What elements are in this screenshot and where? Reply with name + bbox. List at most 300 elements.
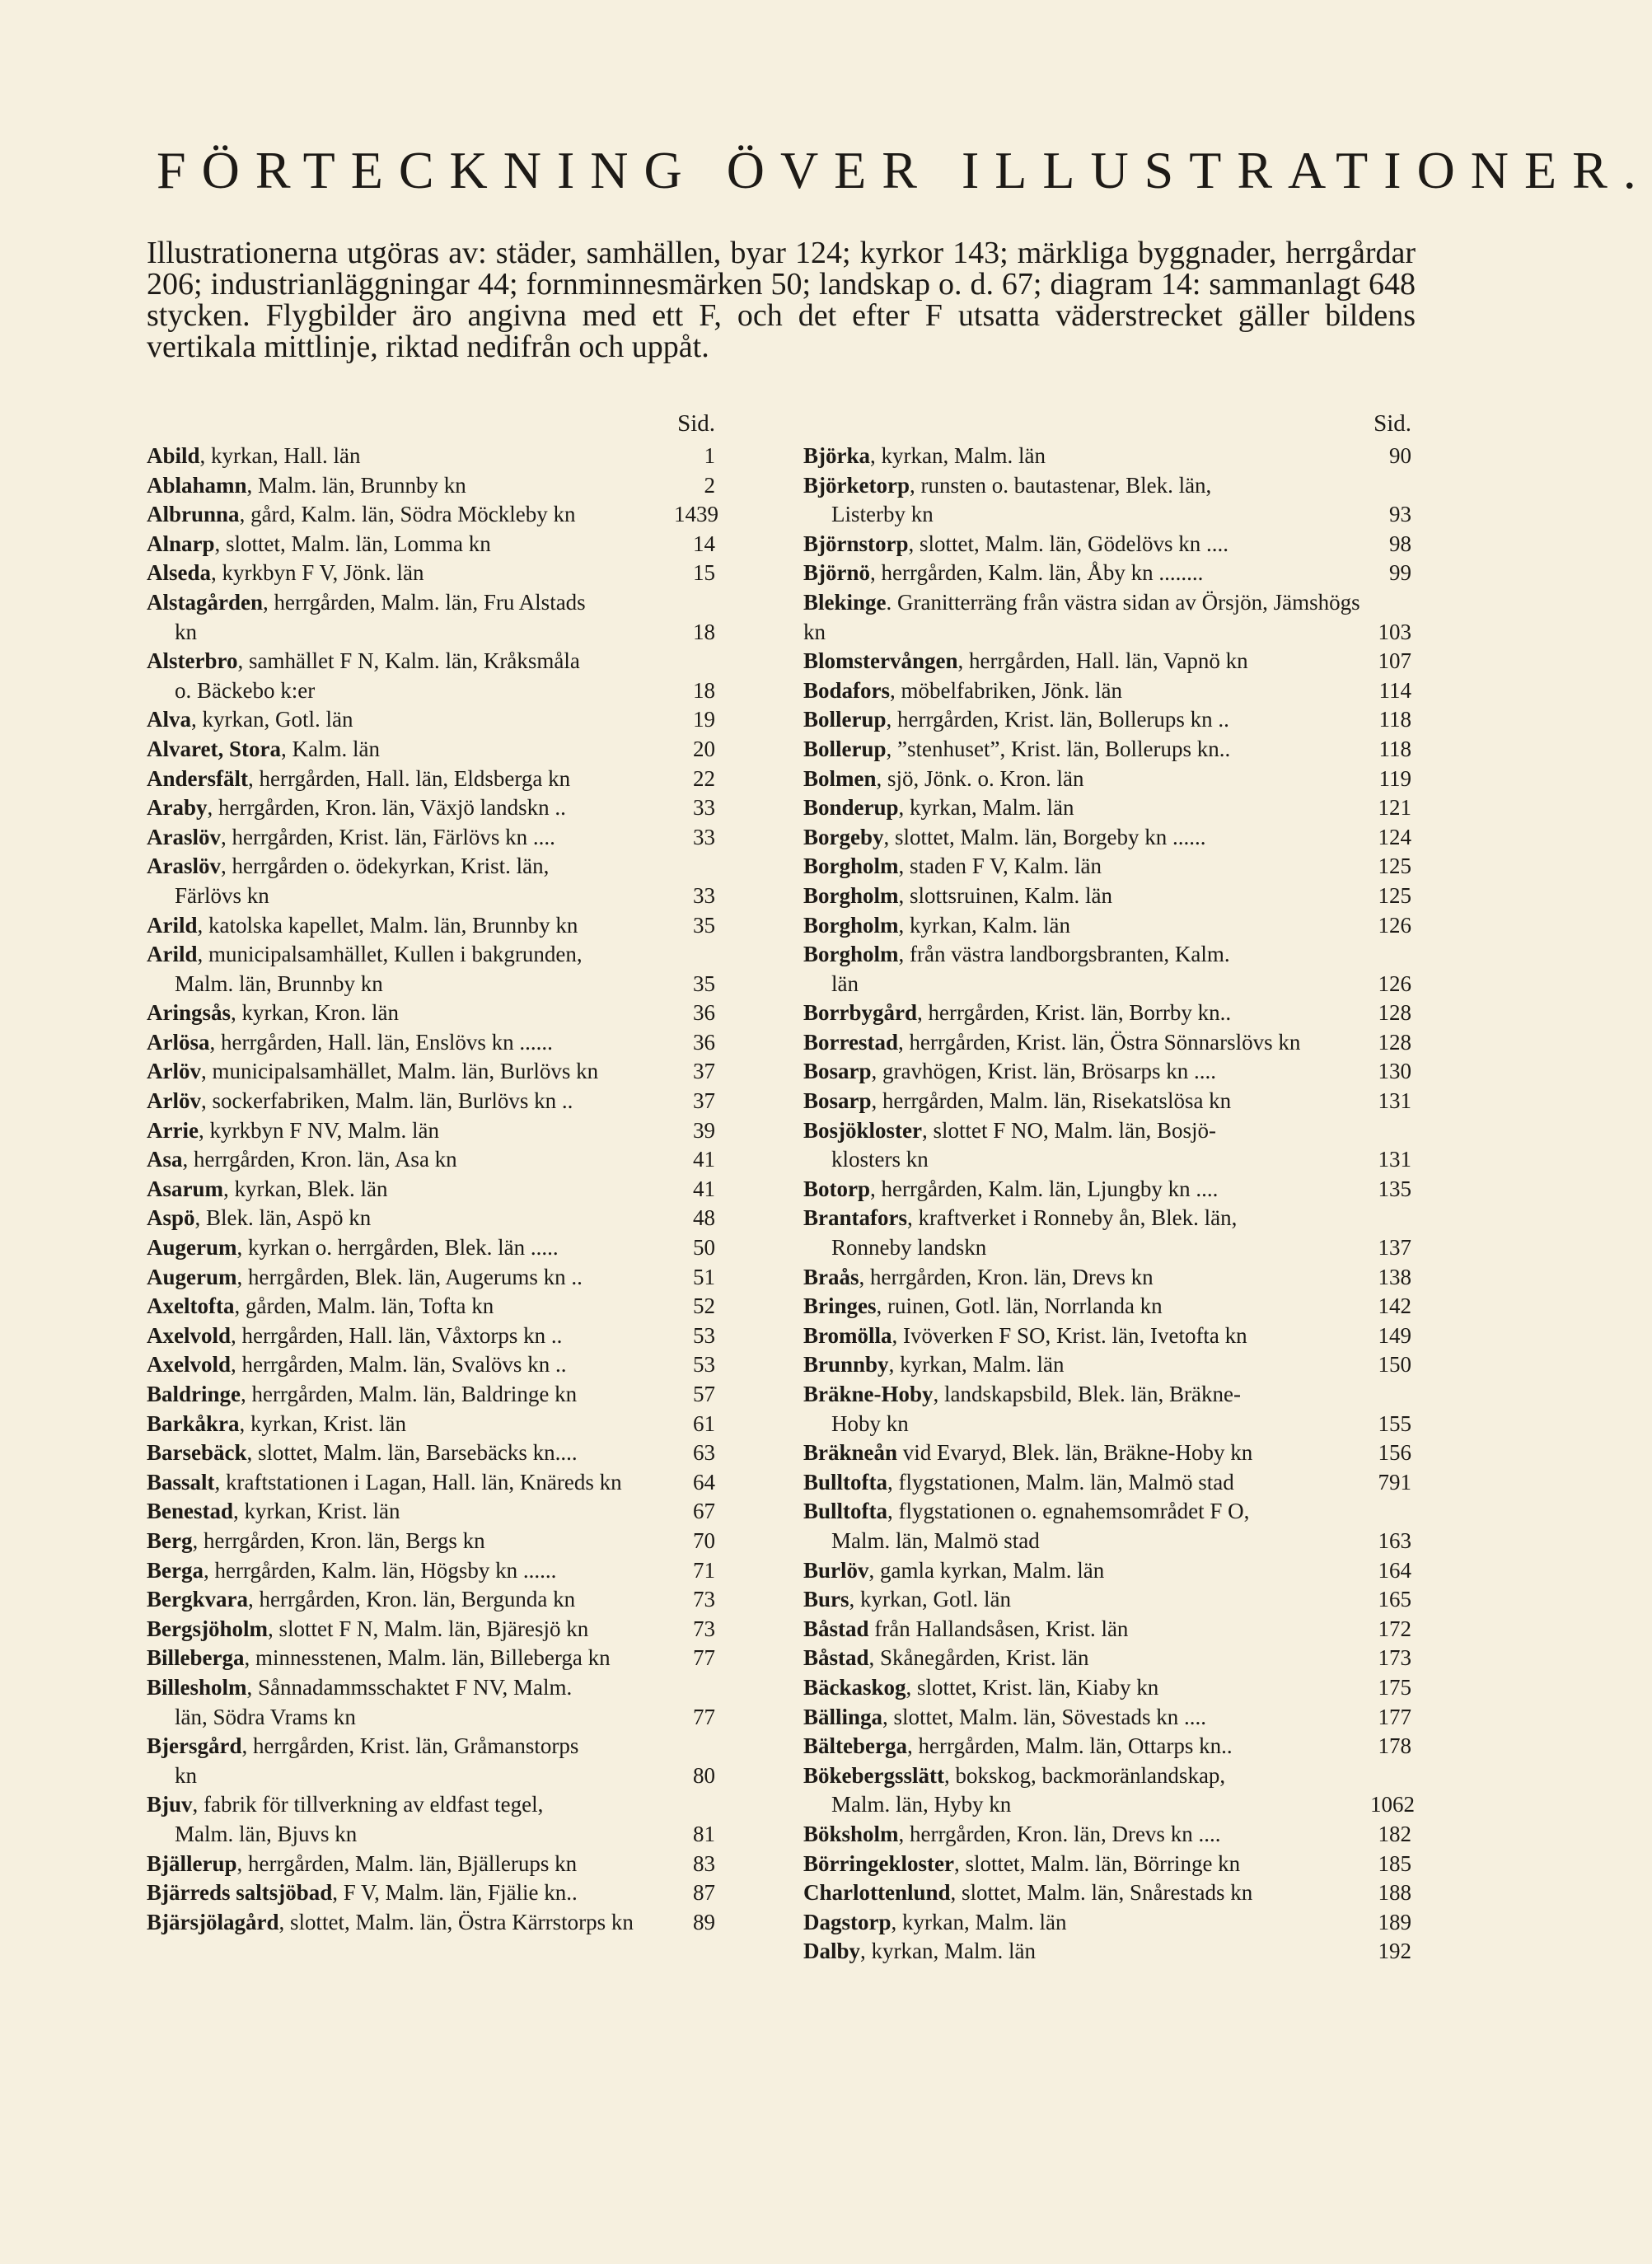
entry-description: , kraftstationen i Lagan, Hall. län, Knäreds kn — [214, 1469, 622, 1495]
entry-page-number: 2 — [704, 472, 715, 498]
entry-description: , ruinen, Gotl. län, Norrlanda kn — [876, 1293, 1163, 1319]
entry-description: . Granitterräng från västra sidan av Örsjön, Jämshögs kn — [803, 589, 1360, 644]
entry-name: Borgholm — [803, 882, 899, 908]
entry-text — [803, 765, 1370, 794]
entry-description: , slottet, Malm. län, Borgeby kn ...... — [883, 824, 1206, 849]
entry-description: , kyrkan, Krist. län — [233, 1499, 400, 1524]
index-entry — [803, 647, 1411, 676]
entry-description: , kyrkan, Krist. län — [239, 1410, 406, 1436]
entry-name: Barkåkra — [147, 1410, 240, 1436]
entry-continuation: kn — [175, 1762, 197, 1788]
entry-page-number: 192 — [1378, 1939, 1411, 1964]
entry-description: , herrgården, Krist. län, Bollerups kn .. — [886, 707, 1229, 732]
entry-text — [803, 823, 1370, 853]
entry-text — [147, 793, 674, 823]
entry-description: , ”stenhuset”, Krist. län, Bollerups kn.. — [886, 736, 1231, 761]
entry-text — [147, 1615, 674, 1644]
entry-description: , slottet, Malm. län, Snårestads kn — [950, 1880, 1253, 1906]
entry-text — [803, 1878, 1370, 1908]
entry-name: Bjällerup — [147, 1850, 237, 1876]
entry-page-number: 164 — [1378, 1557, 1411, 1583]
entry-page-number: 73 — [693, 1587, 715, 1612]
entry-page-number: 156 — [1378, 1440, 1411, 1466]
entry-continuation: län — [831, 971, 859, 996]
index-entry — [803, 1937, 1411, 1967]
entry-page-number: 1439 — [674, 502, 718, 527]
index-entry — [803, 1438, 1411, 1468]
entry-description: , möbelfabriken, Jönk. län — [890, 677, 1122, 703]
index-entry — [147, 852, 715, 910]
entry-name: Abild — [147, 443, 200, 468]
entry-description: , herrgården, Kron. län, Växjö landskn .. — [207, 795, 566, 821]
entry-page-number: 81 — [693, 1821, 715, 1846]
entry-description: , Ivöverken F SO, Krist. län, Ivetofta kn — [892, 1322, 1247, 1348]
index-entry — [147, 1615, 715, 1644]
entry-description: , kyrkan, Malm. län — [898, 795, 1074, 821]
entry-name: Bonderup — [803, 795, 899, 821]
entry-continuation: klosters kn — [831, 1147, 929, 1172]
entry-page-number: 36 — [693, 1029, 715, 1055]
index-entry — [147, 911, 715, 941]
entry-description: , herrgården, Kron. län, Drevs kn — [859, 1264, 1154, 1289]
index-entry — [147, 442, 715, 471]
entry-description: , kraftverket i Ronneby ån, Blek. län, — [906, 1205, 1238, 1231]
entry-description: , runsten o. bautastenar, Blek. län, — [909, 472, 1212, 498]
entry-page-number: 114 — [1378, 677, 1411, 703]
entry-page-number: 18 — [693, 677, 715, 703]
entry-name: Benestad — [147, 1499, 234, 1524]
index-entry — [803, 852, 1411, 882]
entry-page-number: 185 — [1378, 1850, 1411, 1876]
entry-name: Bringes — [803, 1293, 877, 1319]
entry-page-number: 118 — [1378, 707, 1411, 732]
entry-page-number: 63 — [693, 1440, 715, 1466]
entry-page-number: 131 — [1378, 1147, 1411, 1172]
entry-description: , kyrkan, Gotl. län — [191, 707, 353, 732]
index-entry — [803, 676, 1411, 706]
entry-name: Berga — [147, 1557, 204, 1583]
entry-page-number: 188 — [1378, 1880, 1411, 1906]
entry-name: Bosarp — [803, 1088, 872, 1114]
entry-name: Bosjökloster — [803, 1117, 922, 1143]
index-entry — [803, 1615, 1411, 1644]
index-entry — [803, 1028, 1411, 1058]
entry-page-number: 93 — [1389, 502, 1411, 527]
entry-text — [147, 442, 674, 471]
entry-name: Arlösa — [147, 1029, 210, 1055]
entry-text — [147, 823, 674, 853]
entry-continuation: Malm. län, Malmö stad — [831, 1527, 1040, 1553]
entry-text — [803, 442, 1370, 471]
index-entry — [147, 1145, 715, 1175]
entry-text — [803, 1820, 1370, 1850]
entry-description: , Malm. län, Brunnby kn — [246, 472, 466, 498]
entry-description: , slottet, Krist. län, Kiaby kn — [906, 1674, 1159, 1700]
entry-name: Båstad — [803, 1645, 869, 1671]
entry-page-number: 41 — [693, 1176, 715, 1201]
entry-name: Albrunna — [147, 502, 240, 527]
entry-page-number: 103 — [1378, 619, 1411, 644]
index-entry — [147, 1468, 715, 1498]
entry-description: , flygstationen, Malm. län, Malmö stad — [887, 1469, 1234, 1495]
entry-text — [147, 999, 674, 1028]
index-entry — [147, 1410, 715, 1439]
entry-name: Borgeby — [803, 824, 884, 849]
entry-name: Bällinga — [803, 1704, 883, 1729]
entry-name: Brunnby — [803, 1352, 889, 1378]
entry-name: Axelvold — [147, 1352, 232, 1378]
entry-page-number: 53 — [693, 1322, 715, 1348]
entry-name: Bräkne-Hoby — [803, 1382, 934, 1406]
entry-text — [803, 1468, 1370, 1498]
entry-page-number: 35 — [693, 912, 715, 938]
entry-page-number: 1062 — [1370, 1792, 1415, 1817]
entry-continuation: kn — [175, 619, 197, 644]
entry-text — [803, 1350, 1370, 1380]
entry-text — [803, 1761, 1370, 1820]
entry-page-number: 130 — [1378, 1059, 1411, 1084]
index-entry — [803, 882, 1411, 911]
entry-text — [147, 1673, 674, 1732]
entry-description: , kyrkan, Malm. län — [891, 1909, 1067, 1934]
index-entry — [147, 1057, 715, 1087]
entry-text — [147, 1644, 674, 1673]
entry-continuation: Malm. län, Bjuvs kn — [175, 1821, 358, 1846]
entry-description: , slottet, Malm. län, Barsebäcks kn.... — [246, 1440, 578, 1466]
entry-page-number: 163 — [1378, 1527, 1411, 1553]
entry-text — [803, 1644, 1370, 1673]
entry-name: Böksholm — [803, 1821, 899, 1846]
entry-text — [147, 471, 674, 501]
entry-name: Björnstorp — [803, 531, 909, 556]
entry-page-number: 14 — [693, 531, 715, 556]
entry-text — [803, 793, 1370, 823]
entry-description: , Blek. län, Aspö kn — [194, 1205, 372, 1231]
entry-name: Borgholm — [803, 854, 899, 879]
entry-name: Charlottenlund — [803, 1880, 951, 1906]
entry-name: Borrestad — [803, 1029, 898, 1055]
entry-text — [147, 1790, 674, 1849]
entry-text — [803, 1732, 1370, 1761]
entry-description: , herrgården, Kalm. län, Åby kn ........ — [870, 560, 1204, 586]
entry-text — [803, 705, 1370, 735]
entry-text — [147, 1878, 674, 1908]
entry-text — [147, 1087, 674, 1116]
entry-text — [147, 852, 674, 910]
index-entry — [147, 1732, 715, 1790]
entry-page-number: 57 — [693, 1382, 715, 1406]
entry-text — [803, 471, 1370, 530]
entry-text — [803, 735, 1370, 765]
entry-page-number: 64 — [693, 1469, 715, 1495]
entry-description: , municipalsamhället, Kullen i bakgrunden, — [197, 942, 583, 967]
entry-page-number: 37 — [693, 1088, 715, 1114]
entry-text — [147, 1908, 674, 1938]
entry-text — [147, 1468, 674, 1498]
index-entry — [147, 705, 715, 735]
index-entry — [803, 1878, 1411, 1908]
entry-name: Bälteberga — [803, 1733, 907, 1759]
page-column-header: Sid. — [677, 410, 715, 437]
entry-page-number: 155 — [1378, 1410, 1411, 1436]
entry-page-number: 80 — [693, 1762, 715, 1788]
index-entry — [147, 1644, 715, 1673]
index-entry — [803, 1673, 1411, 1703]
entry-name: Båstad — [803, 1616, 869, 1641]
entry-text — [147, 647, 674, 705]
entry-description: , minnesstenen, Malm. län, Billeberga kn — [244, 1645, 611, 1671]
entry-page-number: 791 — [1378, 1469, 1411, 1495]
entry-name: Asarum — [147, 1176, 223, 1201]
index-entry — [803, 1820, 1411, 1850]
entry-page-number: 18 — [693, 619, 715, 644]
entry-name: Bökebergsslätt — [803, 1762, 944, 1788]
entry-page-number: 48 — [693, 1205, 715, 1231]
index-entry — [803, 1204, 1411, 1262]
index-column-left — [147, 405, 718, 1937]
entry-name: Arlöv — [147, 1088, 201, 1114]
entry-text — [147, 1850, 674, 1879]
entry-text — [803, 1673, 1370, 1703]
entry-name: Björketorp — [803, 472, 910, 498]
entry-page-number: 98 — [1389, 531, 1411, 556]
entry-page-number: 124 — [1378, 824, 1411, 849]
index-entry — [147, 793, 715, 823]
entry-text — [147, 1175, 674, 1205]
entry-name: Alseda — [147, 560, 212, 586]
index-entry — [147, 647, 715, 705]
entry-page-number: 99 — [1389, 560, 1411, 586]
entry-continuation: Malm. län, Hyby kn — [831, 1792, 1012, 1817]
entry-description: , herrgården, Krist. län, Gråmanstorps — [241, 1733, 579, 1759]
entry-description: , kyrkan, Malm. län — [870, 443, 1046, 468]
entry-name: Arild — [147, 942, 198, 967]
entry-continuation: Ronneby landskn — [831, 1235, 987, 1261]
entry-text — [803, 1380, 1370, 1438]
entry-name: Arild — [147, 912, 198, 938]
entry-description: , katolska kapellet, Malm. län, Brunnby kn — [197, 912, 578, 938]
entry-description: , bokskog, backmoränlandskap, — [944, 1762, 1226, 1788]
entry-name: Andersfält — [147, 765, 248, 791]
index-entry — [147, 1380, 715, 1410]
entry-page-number: 165 — [1378, 1587, 1411, 1612]
entry-description: , slottet, Malm. län, Lomma kn — [214, 531, 491, 556]
entry-name: Braås — [803, 1264, 859, 1289]
entry-text — [147, 1204, 674, 1233]
entry-description: , herrgården, Hall. län, Eldsberga kn — [248, 765, 571, 791]
entry-text — [803, 1057, 1370, 1087]
entry-page-number: 131 — [1378, 1088, 1411, 1114]
index-entry — [803, 559, 1411, 588]
entry-name: Araslöv — [147, 824, 221, 849]
entry-name: Bjärreds saltsjöbad — [147, 1880, 333, 1906]
entry-page-number: 61 — [693, 1410, 715, 1436]
entry-page-number: 142 — [1378, 1293, 1411, 1319]
index-entry — [147, 1908, 715, 1938]
entry-text — [803, 530, 1370, 559]
entry-page-number: 37 — [693, 1059, 715, 1084]
index-entry — [147, 1556, 715, 1586]
index-entry — [803, 1556, 1411, 1586]
index-entry — [147, 1175, 715, 1205]
entry-name: Borgholm — [803, 942, 899, 967]
index-entry — [803, 705, 1411, 735]
entry-page-number: 33 — [693, 824, 715, 849]
index-entry — [803, 1350, 1411, 1380]
index-entry — [147, 1116, 715, 1146]
entry-description: , municipalsamhället, Malm. län, Burlövs kn — [200, 1059, 599, 1084]
entry-name: Alva — [147, 707, 191, 732]
entry-text — [147, 1263, 674, 1293]
entry-page-number: 83 — [693, 1850, 715, 1876]
entry-description: , landskapsbild, Blek. län, Bräkne- — [933, 1382, 1241, 1406]
index-entry — [803, 1850, 1411, 1879]
entry-text — [803, 1937, 1370, 1967]
index-entry — [803, 1468, 1411, 1498]
entry-text — [803, 911, 1370, 941]
entry-page-number: 67 — [693, 1499, 715, 1524]
entry-name: Billesholm — [147, 1674, 247, 1700]
entry-continuation: Färlövs kn — [175, 882, 269, 908]
index-entry — [803, 1703, 1411, 1733]
entry-text — [147, 1732, 674, 1790]
entry-text — [147, 1292, 674, 1321]
entry-name: Bergsjöholm — [147, 1616, 268, 1641]
entry-description: , slottet, Malm. län, Börringe kn — [953, 1850, 1241, 1876]
entry-description: , kyrkan, Malm. län — [888, 1352, 1065, 1378]
index-entry — [147, 999, 715, 1028]
entry-page-number: 19 — [693, 707, 715, 732]
entry-page-number: 33 — [693, 882, 715, 908]
entry-page-number: 77 — [693, 1704, 715, 1729]
entry-text — [803, 1175, 1370, 1205]
entry-page-number: 15 — [693, 560, 715, 586]
entry-text — [803, 1321, 1370, 1351]
entry-text — [147, 1585, 674, 1615]
entry-page-number: 126 — [1378, 971, 1411, 996]
index-entry — [803, 1057, 1411, 1087]
entry-text — [803, 1585, 1370, 1615]
entry-name: Bosarp — [803, 1059, 872, 1084]
index-entry — [147, 559, 715, 588]
entry-description: , herrgården, Malm. län, Bjällerups kn — [236, 1850, 578, 1876]
entry-text — [147, 1527, 674, 1556]
entry-page-number: 135 — [1378, 1176, 1411, 1201]
entry-continuation: Malm. län, Brunnby kn — [175, 971, 383, 996]
entry-name: Axelvold — [147, 1322, 232, 1348]
entry-description: , gamla kyrkan, Malm. län — [868, 1557, 1105, 1583]
index-entry — [803, 1116, 1411, 1175]
entry-page-number: 175 — [1378, 1674, 1411, 1700]
entry-text — [147, 1321, 674, 1351]
entry-description: , herrgården, Krist. län, Borrby kn.. — [917, 1000, 1232, 1026]
entry-name: Blomstervången — [803, 648, 958, 674]
entry-text — [147, 1028, 674, 1058]
entry-description: , slottet, Malm. län, Sövestads kn .... — [882, 1704, 1207, 1729]
index-entry — [147, 1497, 715, 1527]
entry-name: Arrie — [147, 1117, 199, 1143]
entry-continuation: Hoby kn — [831, 1410, 909, 1436]
entry-text — [147, 559, 674, 588]
entry-page-number: 121 — [1378, 795, 1411, 821]
entry-name: Araby — [147, 795, 208, 821]
entry-description: , herrgården, Kron. län, Drevs kn .... — [898, 1821, 1221, 1846]
index-entry — [147, 1850, 715, 1879]
index-entry — [803, 793, 1411, 823]
index-entry — [803, 471, 1411, 530]
index-entry — [803, 442, 1411, 471]
index-entry — [147, 765, 715, 794]
index-entry — [803, 530, 1411, 559]
entry-text — [147, 911, 674, 941]
entry-name: Brantafors — [803, 1205, 907, 1231]
entry-name: Augerum — [147, 1264, 237, 1289]
entry-name: Bollerup — [803, 707, 887, 732]
index-entry — [803, 1175, 1411, 1205]
page-title: FÖRTECKNING ÖVER ILLUSTRATIONER. — [157, 141, 1652, 199]
entry-text — [803, 1497, 1370, 1555]
entry-description: , slottet F NO, Malm. län, Bosjö- — [922, 1117, 1216, 1143]
entry-description: , samhället F N, Kalm. län, Kråksmåla — [237, 648, 580, 674]
index-entry — [147, 1350, 715, 1380]
index-entry — [803, 999, 1411, 1028]
entry-name: Aspö — [147, 1205, 195, 1231]
entry-name: Bromölla — [803, 1322, 892, 1348]
entry-text — [803, 999, 1370, 1028]
index-entry — [803, 765, 1411, 794]
index-entry — [803, 1292, 1411, 1321]
entry-text — [803, 1438, 1370, 1468]
entry-page-number: 125 — [1378, 882, 1411, 908]
entry-name: Dalby — [803, 1939, 861, 1964]
entry-text — [803, 1087, 1370, 1116]
entry-name: Borrbygård — [803, 1000, 917, 1026]
entry-continuation: Listerby kn — [831, 502, 934, 527]
entry-description: , herrgården, Malm. län, Svalövs kn .. — [231, 1352, 567, 1378]
entry-text — [803, 588, 1370, 647]
entry-text — [803, 1703, 1370, 1733]
index-entry — [147, 1233, 715, 1263]
entry-name: Aringsås — [147, 1000, 232, 1026]
index-entry — [147, 1292, 715, 1321]
entry-name: Bulltofta — [803, 1469, 888, 1495]
entry-name: Asa — [147, 1147, 183, 1172]
index-entry — [147, 1087, 715, 1116]
entry-continuation: o. Bäckebo k:er — [175, 677, 316, 703]
entry-text — [803, 1556, 1370, 1586]
intro-paragraph: Illustrationerna utgöras av: städer, samhällen, byar 124; kyrkor 143; märkliga byggnader, herrgårdar 206; industrianläggningar 44; fornminnesmärken 50; landskap o. d. 67; diagram 14: sammanlagt 648 stycken. Flygbilder äro angivna med ett F, och det efter F utsatta väderstrecket gäller bildens vertikala mittlinje, riktad nedifrån och uppåt. — [147, 236, 1416, 364]
entry-text — [803, 1292, 1370, 1321]
index-entry — [803, 735, 1411, 765]
index-entry — [147, 471, 715, 501]
entry-text — [803, 940, 1370, 999]
index-column-right — [803, 405, 1415, 1967]
index-entry — [803, 1644, 1411, 1673]
index-entry — [803, 1497, 1411, 1555]
entry-text — [803, 882, 1370, 911]
index-entry — [147, 1263, 715, 1293]
entry-description: vid Evaryd, Blek. län, Bräkne-Hoby kn — [897, 1440, 1253, 1466]
entry-description: , sjö, Jönk. o. Kron. län — [876, 765, 1084, 791]
entry-description: , herrgården o. ödekyrkan, Krist. län, — [221, 854, 550, 879]
entry-text — [803, 1615, 1370, 1644]
entry-name: Burlöv — [803, 1557, 869, 1583]
entry-text — [147, 1497, 674, 1527]
entry-text — [147, 530, 674, 559]
entry-page-number: 51 — [693, 1264, 715, 1289]
entry-description: , herrgården, Malm. län, Risekatslösa kn — [871, 1088, 1232, 1114]
entry-name: Augerum — [147, 1235, 237, 1261]
